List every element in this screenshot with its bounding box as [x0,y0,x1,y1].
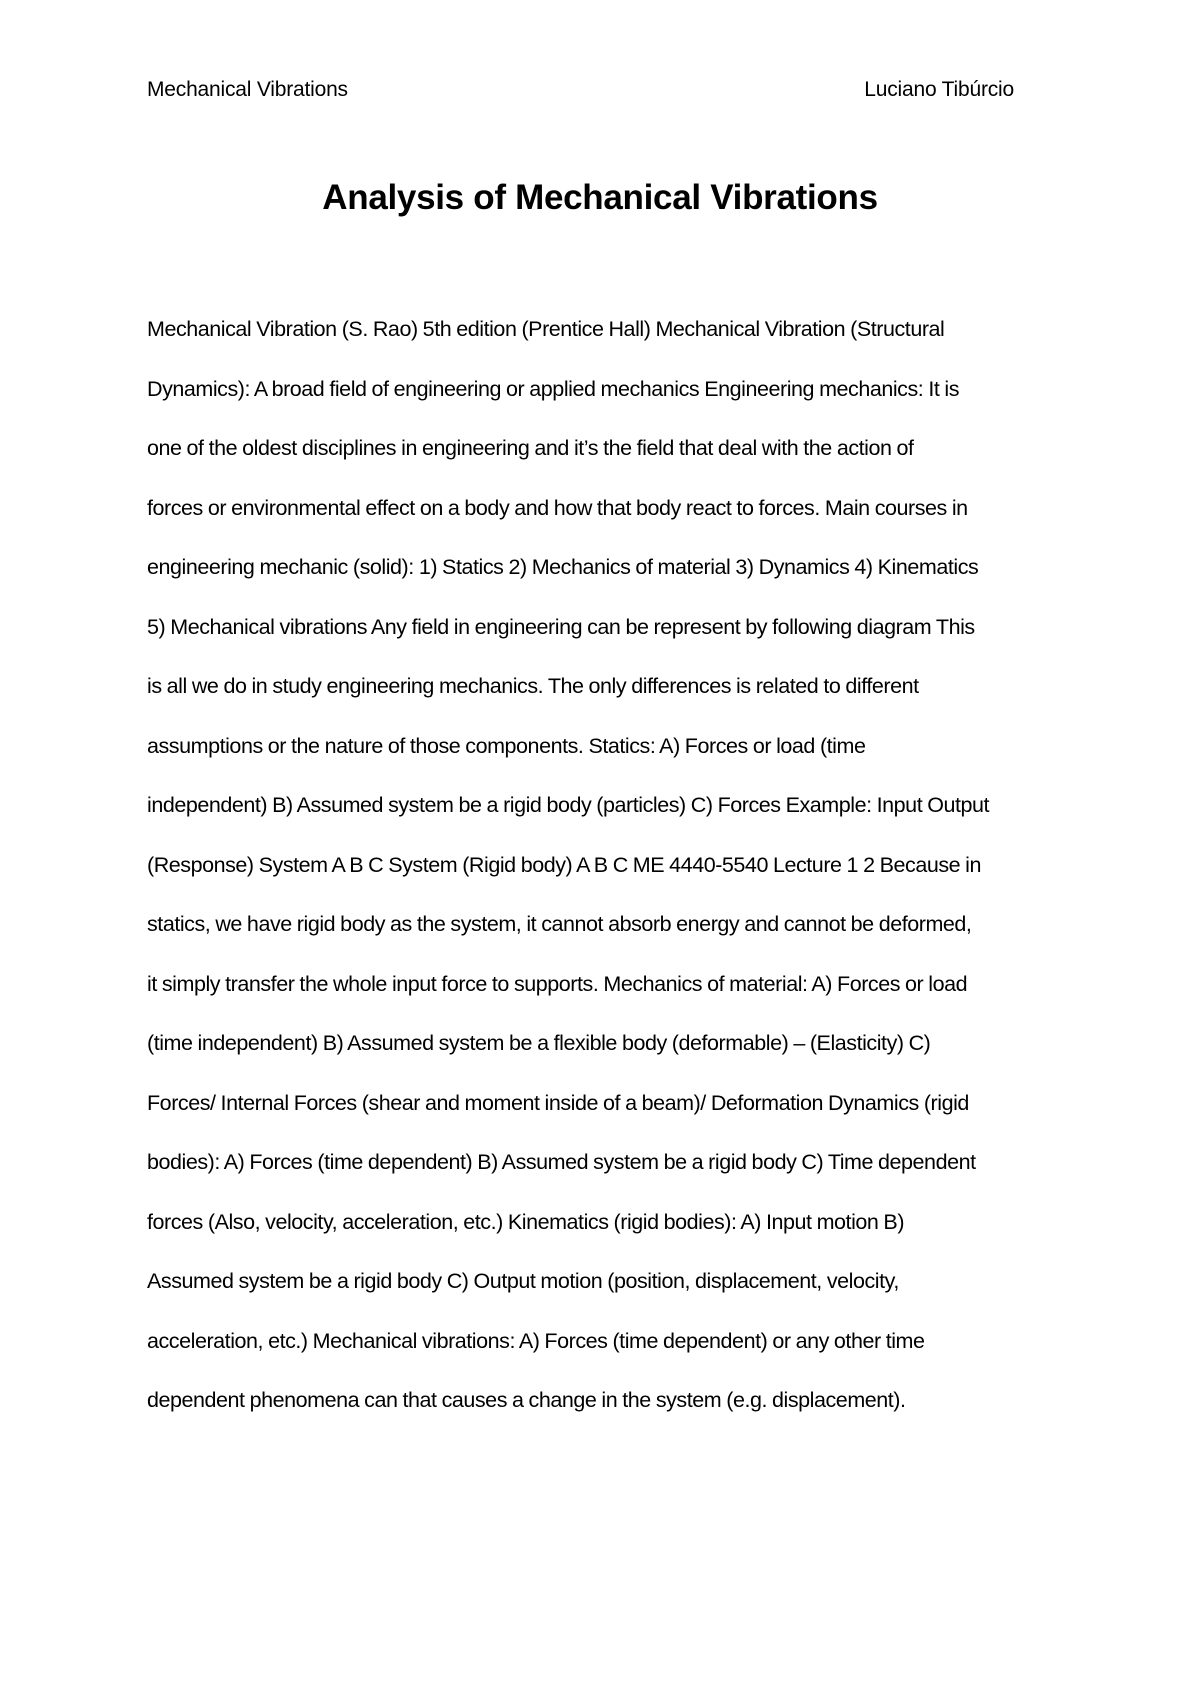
body-line: acceleration, etc.) Mechanical vibrations: A) Forces (time dependent) or any other time [147,1328,925,1353]
running-header [147,74,1014,106]
body-line: Assumed system be a rigid body C) Output motion (position, displacement, velocity, [147,1269,899,1293]
body-line: independent) B) Assumed system be a rigid body (particles) C) Forces Example: Input Output [147,793,990,817]
header-left-text: Mechanical Vibrations [147,78,348,101]
body-line: (time independent) B) Assumed system be a flexible body (deformable) – (Elasticity) C) [147,1031,931,1055]
body-line: forces (Also, velocity, acceleration, etc.) Kinematics (rigid bodies): A) Input motion B) [147,1209,905,1234]
body-line: Mechanical Vibration (S. Rao) 5th edition (Prentice Hall) Mechanical Vibration (Structural [147,317,945,341]
document-title: Analysis of Mechanical Vibrations [322,178,878,217]
body-line: (Response) System A B C System (Rigid body) A B C ME 4440-5540 Lecture 1 2 Because in [147,852,981,877]
body-paragraph [147,300,1067,1431]
body-line: Dynamics): A broad field of engineering or applied mechanics Engineering mechanics: It is [147,376,960,401]
body-line: statics, we have rigid body as the system, it cannot absorb energy and cannot be deformed, [147,912,972,936]
body-line: engineering mechanic (solid): 1) Statics 2) Mechanics of material 3) Dynamics 4) Kinematics [147,555,979,579]
body-line: 5) Mechanical vibrations Any field in engineering can be represent by following diagram This [147,614,975,639]
body-line: one of the oldest disciplines in engineering and it’s the field that deal with the action of [147,436,914,460]
body-line: forces or environmental effect on a body and how that body react to forces. Main courses in [147,495,968,520]
body-line: is all we do in study engineering mechanics. The only differences is related to different [147,674,919,698]
body-line: bodies): A) Forces (time dependent) B) Assumed system be a rigid body C) Time dependent [147,1150,976,1174]
header-right-author: Luciano Tibúrcio [864,78,1014,101]
body-line: dependent phenomena can that causes a change in the system (e.g. displacement). [147,1388,906,1412]
body-line: Forces/ Internal Forces (shear and moment inside of a beam)/ Deformation Dynamics (rigid [147,1090,969,1115]
body-line: it simply transfer the whole input force to supports. Mechanics of material: A) Forces or load [147,971,968,996]
body-line: assumptions or the nature of those components. Statics: A) Forces or load (time [147,733,866,758]
